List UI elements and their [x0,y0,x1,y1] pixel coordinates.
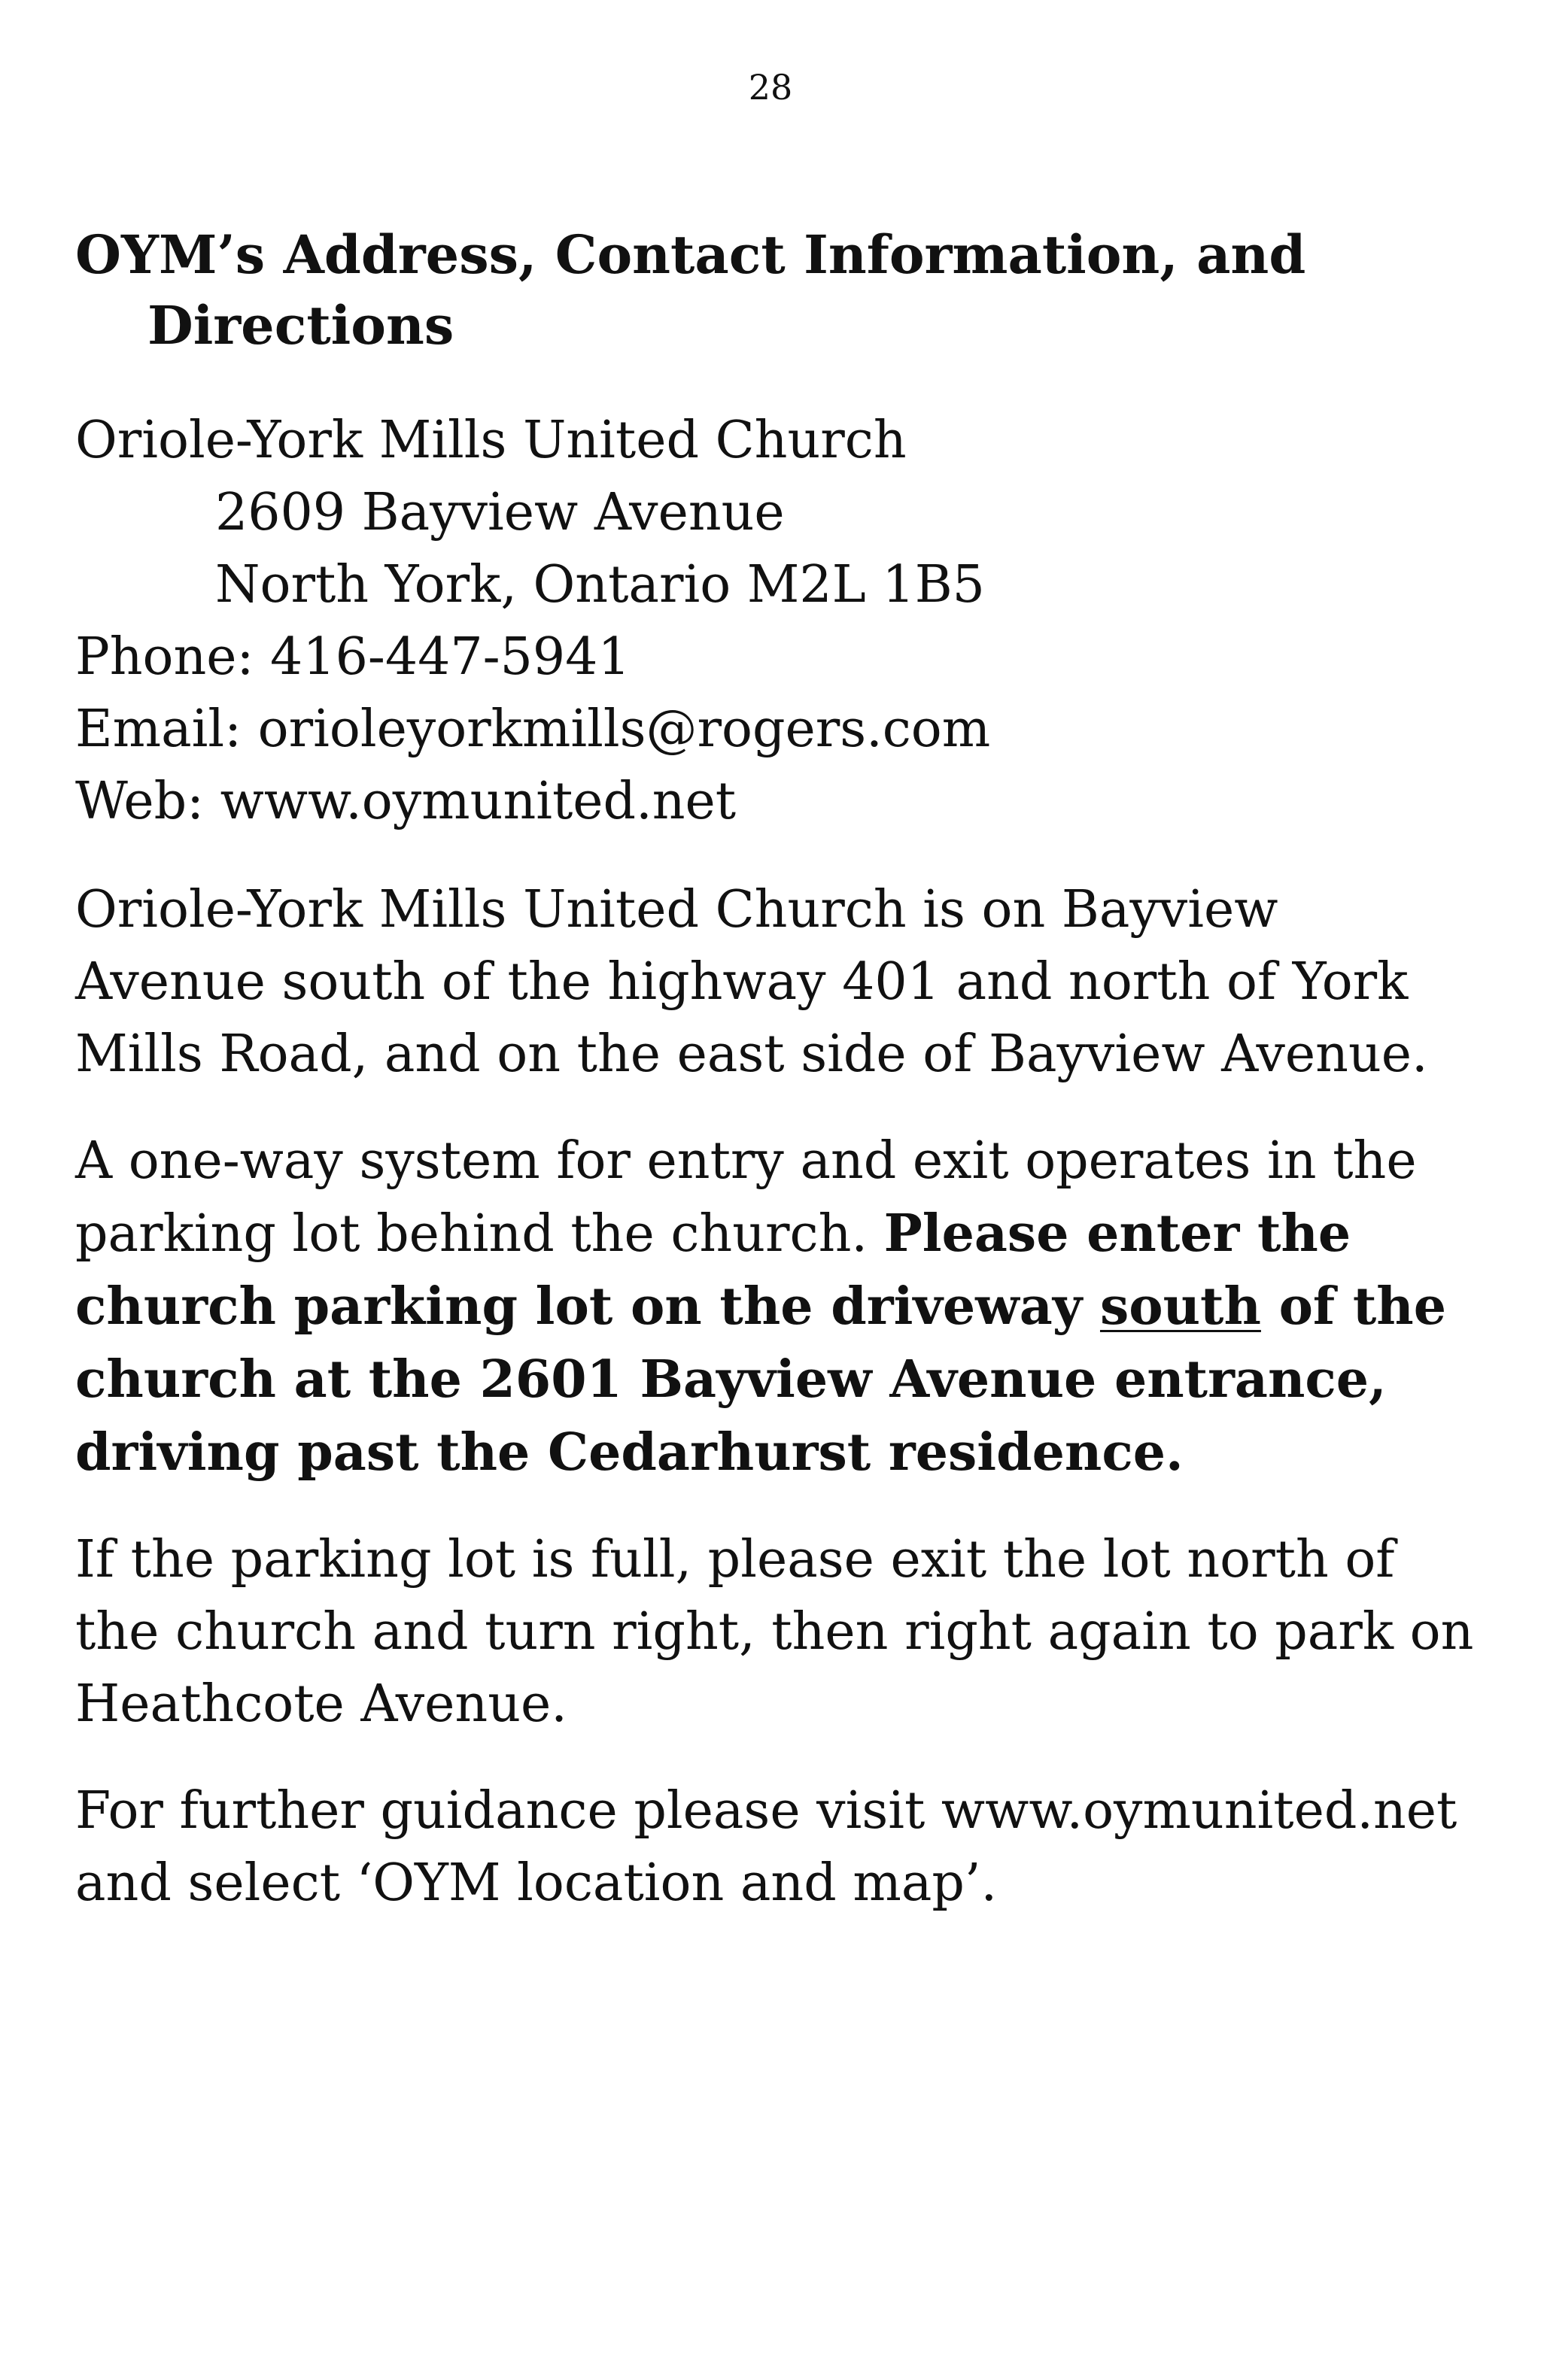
page-number: 28 [748,67,793,108]
address-block [75,405,1475,838]
street-address: 2609 Bayview Avenue [215,483,785,542]
parking-instruction-underlined: south [1099,1277,1261,1337]
location-paragraph: Oriole-York Mills United Church is on Bayview Avenue south of the highway 401 and north of York Mills Road, and on the east side of Bayview Avenue. [75,880,1428,1084]
parking-instruction-bold-1: Please enter the church parking lot on the driveway [75,1204,1351,1337]
email-line: Email: orioleyorkmills@rogers.com [75,700,991,759]
section-heading: OYM’s Address, Contact Information, and Directions [75,223,1306,357]
parking-instruction-bold-2: of the church at the 2601 Bayview Avenue entrance, driving past the Cedarhurst residence. [75,1277,1446,1483]
city-address: North York, Ontario M2L 1B5 [215,555,985,615]
parking-paragraph [75,1125,1475,1489]
page-content [75,220,1475,1954]
parking-intro-text: A one-way system for entry and exit operates in the parking lot behind the church. [75,1131,1417,1264]
phone-line: Phone: 416-447-5941 [75,627,631,687]
church-name: Oriole-York Mills United Church [75,411,907,470]
web-line: Web: www.oymunited.net [75,772,737,831]
overflow-parking-paragraph: If the parking lot is full, please exit the lot north of the church and turn right, then right again to park on Heathcote Avenue. [75,1530,1474,1734]
guidance-paragraph: For further guidance please visit www.oymunited.net and select ‘OYM location and map’. [75,1781,1457,1913]
